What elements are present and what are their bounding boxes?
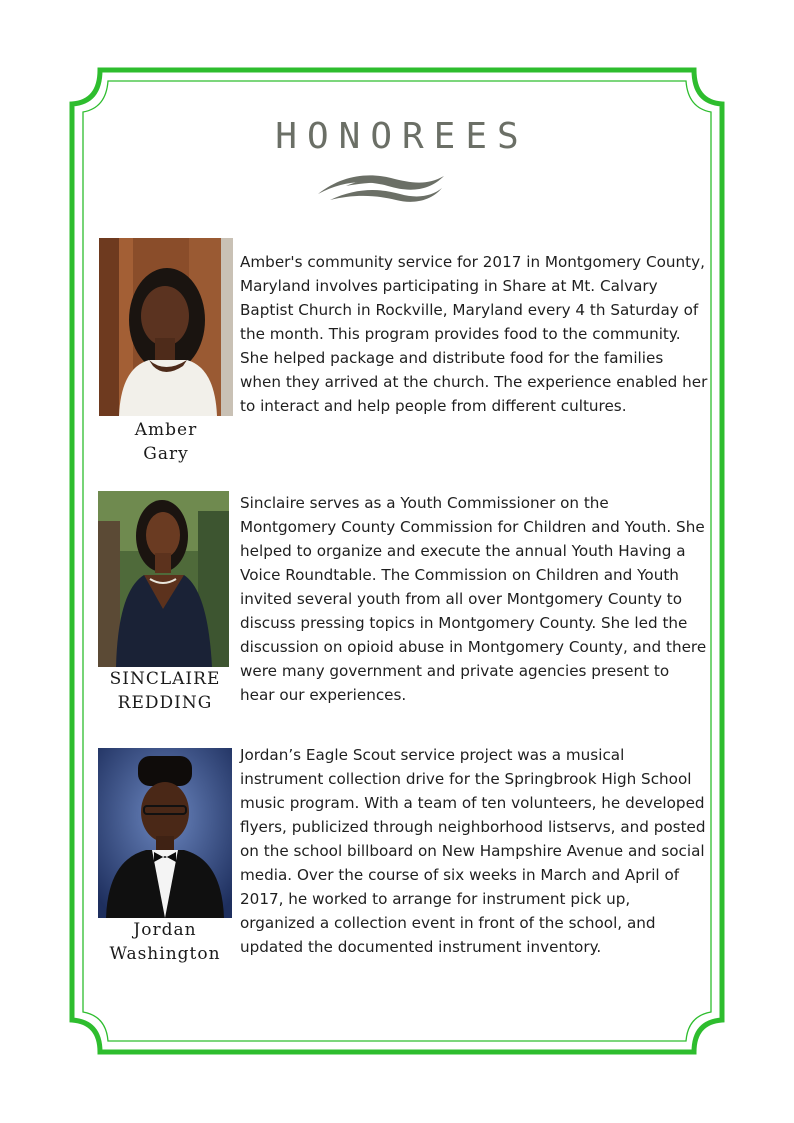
honoree-bio-amber: Amber's community service for 2017 in Montgomery County, Maryland involves participating in Share at Mt. Calvary Baptist Church in Rockville, Maryland every 4 th Saturday of the month. This program provides food to the community. She helped package and distribute food for the families when they arrived at the church. The experience enabled her to interact and help people from different cultures. (240, 253, 708, 415)
honoree-first-name: Amber (134, 420, 198, 440)
honoree-first-name: SINCLAIRE (109, 669, 221, 689)
honoree-bio-jordan: Jordan’s Eagle Scout service project was a musical instrument collection drive for the Springbrook High School music program. With a team of ten volunteers, he developed flyers, publicized through neighborhood listservs, and posted on the school billboard on New Hampshire Avenue and social media. Over the course of six weeks in March and April of 2017, he worked to arrange for instrument pick up, organized a collection event in front of the school, and updated the documented instrument inventory. (240, 746, 706, 956)
honoree-name-amber (99, 418, 233, 466)
portrait-photo-icon (98, 491, 229, 667)
page-title: HONOREES (275, 116, 529, 157)
honoree-photo-amber (99, 238, 233, 416)
portrait-photo-icon (99, 238, 233, 416)
honoree-last-name: Washington (109, 944, 221, 964)
honoree-first-name: Jordan (133, 920, 197, 940)
honoree-name-sinclaire (98, 667, 232, 715)
honoree-photo-jordan (98, 748, 232, 918)
swoosh-ornament-icon (316, 164, 446, 206)
honoree-last-name: REDDING (117, 693, 213, 713)
honoree-bio-sinclaire: Sinclaire serves as a Youth Commissioner on the Montgomery County Commission for Children and Youth. She helped to organize and execute the annual Youth Having a Voice Roundtable. The Commission on Children and Youth invited several youth from all over Montgomery County to discuss pressing topics in Montgomery County. She led the discussion on opioid abuse in Montgomery County, and there were many government and private agencies present to hear our experiences. (240, 494, 707, 704)
portrait-photo-icon (98, 748, 232, 918)
honoree-photo-sinclaire (98, 491, 229, 667)
honoree-last-name: Gary (143, 444, 189, 464)
honoree-name-jordan (98, 918, 232, 966)
